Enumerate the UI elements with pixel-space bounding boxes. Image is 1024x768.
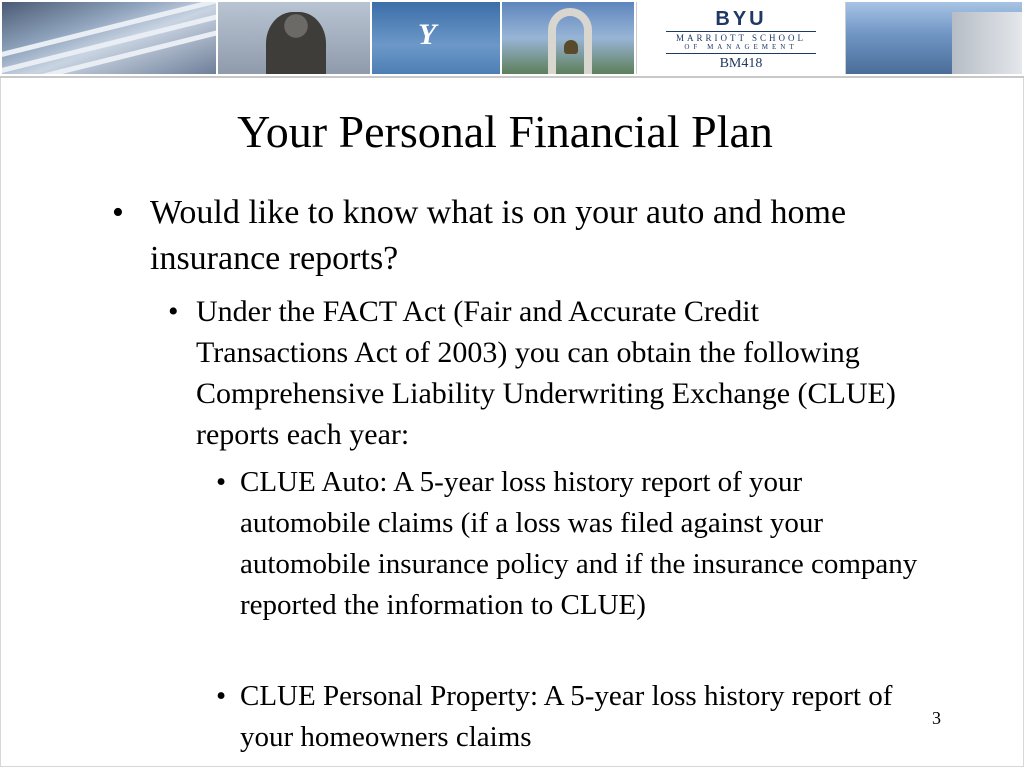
bullet-icon: • bbox=[112, 194, 124, 231]
bullet-level1 bbox=[112, 190, 910, 282]
stadium-logo-photo: Y bbox=[372, 2, 500, 74]
building-roof-photo bbox=[2, 2, 216, 74]
slide-title: Your Personal Financial Plan bbox=[237, 106, 773, 157]
page-number: 3 bbox=[932, 708, 941, 728]
bullet-text: CLUE Auto: A 5-year loss history report of your automobile claims (if a loss was filed against your automobile insurance policy and if the insurance company reported the information to CLUE) bbox=[240, 466, 918, 621]
bullet-text: CLUE Personal Property: A 5-year loss history report of your homeowners claims bbox=[240, 680, 893, 753]
bullet-level3-clue-auto bbox=[216, 462, 920, 626]
byu-marriott-logo bbox=[636, 2, 846, 74]
bullet-icon: • bbox=[216, 680, 227, 712]
bullet-text: Under the FACT Act (Fair and Accurate Credit Transactions Act of 2003) you can obtain the following Comprehensive Liability Underwriting Exchange (CLUE) reports each year: bbox=[196, 295, 896, 451]
header-banner bbox=[0, 0, 1024, 78]
statue-photo bbox=[218, 2, 370, 74]
bullet-text: Would like to know what is on your auto and home insurance reports? bbox=[150, 194, 847, 277]
building-photo bbox=[846, 2, 1022, 74]
logo-school-line1: MARRIOTT SCHOOL bbox=[675, 33, 807, 43]
bullet-level3-clue-property bbox=[216, 676, 920, 758]
bullet-icon: • bbox=[216, 466, 227, 498]
bullet-level2 bbox=[168, 291, 896, 455]
logo-brand: BYU bbox=[715, 8, 767, 30]
course-code: BM418 bbox=[719, 56, 763, 71]
bullet-icon: • bbox=[168, 295, 179, 328]
bell-tower-photo bbox=[502, 2, 634, 74]
logo-school-line2: OF MANAGEMENT bbox=[684, 43, 798, 51]
